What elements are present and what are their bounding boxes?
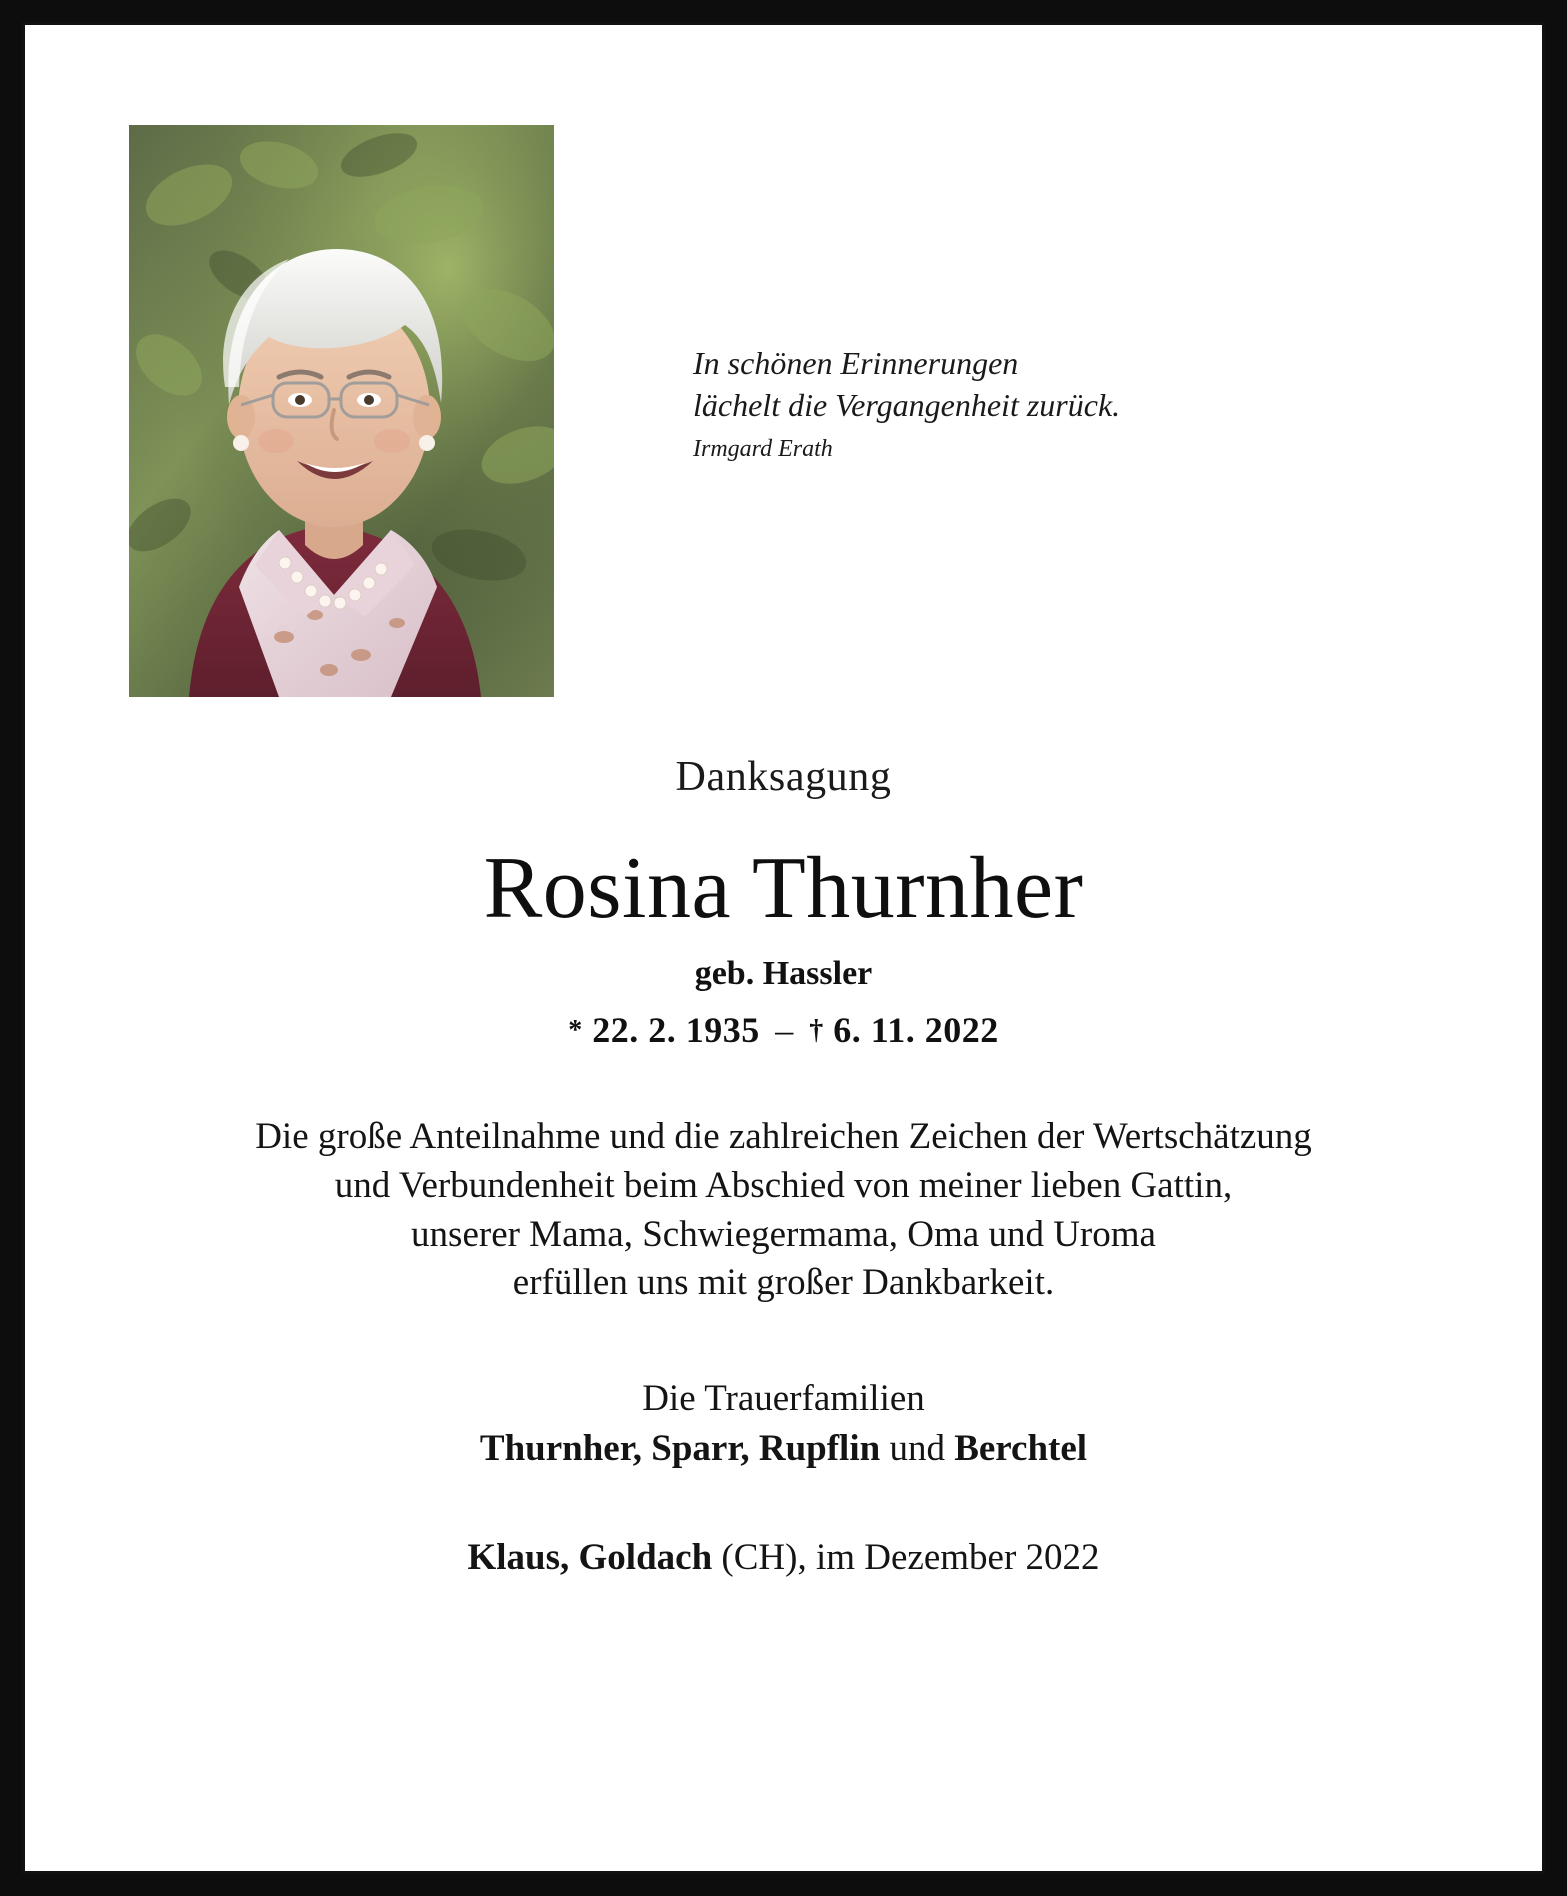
- page-title: Danksagung: [675, 754, 892, 800]
- families-names: [25, 1424, 1542, 1474]
- death-symbol: †: [809, 1015, 824, 1046]
- mourning-families: [25, 1374, 1542, 1474]
- quote-author: Irmgard Erath: [693, 436, 833, 463]
- place-and-date: [25, 1536, 1542, 1579]
- quote-line-2: lächelt die Vergangenheit zurück.: [693, 386, 1121, 423]
- portrait-photo: [129, 125, 554, 697]
- obituary-card: [22, 22, 1545, 1874]
- quote-line-1: In schönen Erinnerungen: [693, 345, 1019, 381]
- birth-symbol: *: [568, 1015, 583, 1046]
- deceased-name: Rosina Thurnher: [483, 840, 1084, 937]
- message-line: und Verbundenheit beim Abschied von meiner lieben Gattin,: [334, 1164, 1233, 1206]
- main-content: [25, 753, 1542, 1579]
- message-line: Die große Anteilnahme und die zahlreichen Zeichen der Wertschätzung: [255, 1116, 1312, 1157]
- quote-block: [693, 343, 1253, 463]
- families-intro: Die Trauerfamilien: [642, 1378, 925, 1420]
- birth-date: 22. 2. 1935: [592, 1010, 760, 1050]
- date-separator: –: [775, 1010, 794, 1050]
- country-and-date: (CH), im Dezember 2022: [721, 1537, 1100, 1579]
- maiden-name: geb. Hassler: [694, 955, 873, 992]
- family-names-primary: Thurnher, Sparr, Rupflin: [479, 1428, 881, 1470]
- death-date: 6. 11. 2022: [833, 1010, 999, 1050]
- family-names-secondary: Berchtel: [954, 1428, 1088, 1470]
- message-line: erfüllen uns mit großer Dankbarkeit.: [512, 1262, 1055, 1304]
- thank-you-message: [25, 1113, 1542, 1308]
- places: Klaus, Goldach: [467, 1537, 713, 1579]
- life-dates: [25, 1009, 1542, 1051]
- message-line: unserer Mama, Schwiegermama, Oma und Uroma: [411, 1213, 1156, 1255]
- family-names-conjunction: und: [889, 1428, 945, 1470]
